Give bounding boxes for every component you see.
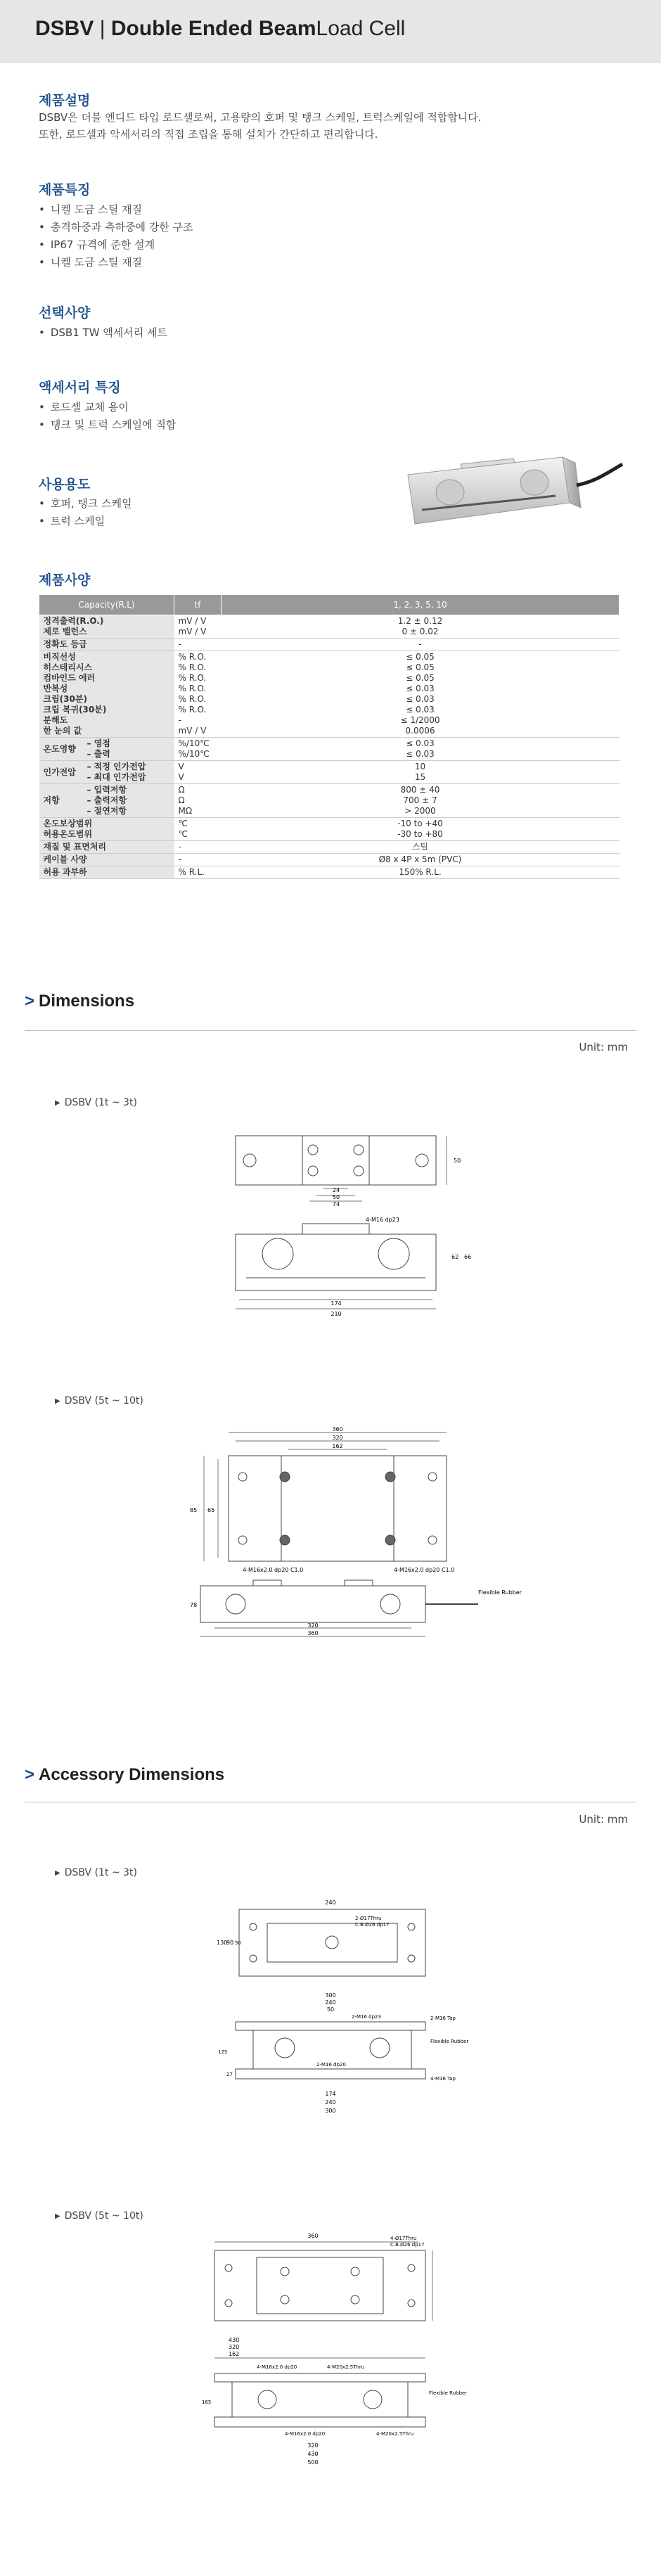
dim-label: 2-M16 Tap <box>430 2016 456 2021</box>
spec-unit: % R.O. % R.O. % R.O. % R.O. % R.O. % R.O. - mV / V <box>174 651 222 738</box>
dim-label: 4-M16x2.0 dp20 C1.0 <box>243 1567 304 1573</box>
dimensions-heading: > Dimensions <box>25 992 135 1011</box>
product-image <box>401 443 626 534</box>
spec-label: 정격출력(R.O.) 제로 밸런스 <box>39 615 174 639</box>
dim-label: 500 <box>307 2459 319 2466</box>
dimension-drawing-large <box>169 1424 534 1642</box>
accessory-features-heading: 액세서리 특징 <box>39 380 121 395</box>
accessory-heading-text: Accessory Dimensions <box>39 1765 225 1784</box>
spec-value: 800 ± 40 700 ± 7 > 2000 <box>222 784 620 818</box>
features-heading: 제품특징 <box>39 182 91 198</box>
dim-label: 50 <box>235 1940 241 1946</box>
dimension-drawing-small <box>225 1129 485 1329</box>
description-line: DSBV은 더블 엔디드 타입 로드셀로써, 고용량의 호퍼 및 탱크 스케일, 트럭스케일에 적합합니다. <box>39 111 482 124</box>
dim-label: 4-M16x2.0 dp20 <box>285 2431 326 2437</box>
dim-label: 27 <box>226 2072 233 2077</box>
dim-label: 50 <box>326 2006 335 2013</box>
dim-label: 240 <box>325 2099 336 2106</box>
spec-value: 10 15 <box>222 761 620 784</box>
spec-row <box>39 818 620 841</box>
spec-row <box>39 615 620 639</box>
product-type-suffix: Load Cell <box>316 17 406 40</box>
spec-label-sub: – 적정 인가전압 – 최대 인가전압 <box>86 762 146 782</box>
description-heading: 제품설명 <box>39 93 91 108</box>
spec-label-sub: – 입력저항 – 출력저항 – 절연저항 <box>86 785 127 816</box>
dim-label: 125 <box>218 2049 228 2055</box>
dim-label: 360 <box>307 1630 319 1636</box>
dim-label: 210 <box>330 1311 342 1317</box>
spec-row <box>39 761 620 784</box>
spec-unit: mV / V mV / V <box>174 615 222 639</box>
spec-value: ≤ 0.05 ≤ 0.05 ≤ 0.05 ≤ 0.03 ≤ 0.03 ≤ 0.03 ≤ 1/2000 0.0006 <box>222 651 620 738</box>
dim-label: 360 <box>307 2233 319 2239</box>
spec-unit: - <box>174 854 222 866</box>
list-item: • 니켈 도금 스틸 재질 <box>39 201 193 219</box>
spec-unit: V V <box>174 761 222 784</box>
spec-row <box>39 639 620 651</box>
list-item: • DSB1 TW 액세서리 세트 <box>39 324 167 342</box>
spec-row <box>39 784 620 818</box>
description-line: 또한, 로드셀과 악세서리의 직접 조립을 통해 설치가 간단하고 편리합니다. <box>39 128 378 141</box>
spec-value: -10 to +40 -30 to +80 <box>222 818 620 841</box>
dim-label: 360 <box>332 1426 343 1433</box>
list-item: • 니켈 도금 스틸 재질 <box>39 254 193 271</box>
spec-label: 허용 과부하 <box>39 866 174 879</box>
accessory-drawing-small <box>204 1892 485 2152</box>
model-name: DSBV <box>35 17 94 40</box>
dim-label: 50 <box>454 1158 461 1164</box>
spec-value: ≤ 0.03 ≤ 0.03 <box>222 738 620 761</box>
spec-label-main: 저항 <box>43 795 60 805</box>
dimensions-heading-text: Dimensions <box>39 992 135 1011</box>
spec-row <box>39 866 620 879</box>
title-separator: | <box>94 17 111 40</box>
spec-value: Ø8 x 4P x 5m (PVC) <box>222 854 620 866</box>
options-list <box>39 324 167 342</box>
spec-heading: 제품사양 <box>39 572 91 588</box>
accessory-features-list <box>39 399 176 434</box>
dim-label: 320 <box>332 1435 343 1441</box>
features-list <box>39 201 193 271</box>
page-title <box>35 17 405 41</box>
applications-heading: 사용용도 <box>39 477 91 492</box>
dim-label: 430 <box>229 2337 240 2343</box>
product-type: Double Ended Beam <box>110 17 316 40</box>
spec-label: 정확도 등급 <box>39 639 174 651</box>
dim-label: 4-M20x2.5Thru <box>327 2364 365 2370</box>
dim-label: 300 <box>325 1992 336 1999</box>
list-item: • 충격하중과 측하중에 강한 구조 <box>39 219 193 236</box>
dim-label: 240 <box>325 1999 336 2006</box>
spec-label <box>39 784 174 818</box>
unit-label: Unit: mm <box>579 1813 628 1826</box>
spec-unit: - <box>174 639 222 651</box>
dim-label: 4-M20x2.5Thru <box>376 2431 414 2437</box>
dim-label: 4-Ø17Thru <box>390 2236 417 2241</box>
description-text <box>39 109 482 143</box>
dim-label: 74 <box>332 1201 340 1207</box>
dim-label: 4-M16 Tap <box>430 2076 456 2082</box>
dim-label: 4-M16x2.0 dp20 C1.0 <box>394 1567 455 1573</box>
spec-label: 재질 및 표면처리 <box>39 841 174 854</box>
list-item: • 로드셀 교체 용이 <box>39 399 176 416</box>
spec-body <box>39 615 620 879</box>
spec-label-main: 온도영향 <box>43 743 76 754</box>
dim-label: 4-M16x2.0 dp20 <box>257 2364 297 2370</box>
spec-row <box>39 841 620 854</box>
spec-value: 스틸 <box>222 841 620 854</box>
dim-label: 174 <box>325 2091 336 2097</box>
spec-label: 온도보상범위 허용온도범위 <box>39 818 174 841</box>
dim-label: C.B.Ø26 dp17 <box>390 2242 425 2248</box>
accessory-heading: > Accessory Dimensions <box>25 1765 225 1784</box>
spec-unit: ℃ ℃ <box>174 818 222 841</box>
spec-label-main: 인가전압 <box>43 767 76 777</box>
spec-header-unit: tf <box>174 595 222 615</box>
options-heading: 선택사양 <box>39 305 91 321</box>
dim-label: Flexible Rubber <box>478 1589 522 1596</box>
dim-label: 240 <box>325 1899 336 1906</box>
spec-unit: Ω Ω MΩ <box>174 784 222 818</box>
dim-label: 78 <box>190 1602 198 1608</box>
model-range-label: ▶ DSBV (5t ~ 10t) <box>55 2210 143 2222</box>
dim-label: 162 <box>229 2351 240 2357</box>
model-range-label: ▶ DSBV (1t ~ 3t) <box>55 1867 137 1878</box>
spec-value: - <box>222 639 620 651</box>
list-item: • 탱크 및 트럭 스케일에 적합 <box>39 416 176 434</box>
dim-label: 62 <box>451 1254 459 1260</box>
dim-label: 2-Ø17Thru <box>355 1916 382 1921</box>
dim-label: 300 <box>325 2108 336 2114</box>
model-range-label: ▶ DSBV (5t ~ 10t) <box>55 1395 143 1406</box>
spec-label: 비직선성 히스테리시스 컴바인드 에러 반복성 크립(30분) 크립 복귀(30분) 분해도 한 눈의 값 <box>39 651 174 738</box>
dim-label: 65 <box>207 1507 215 1513</box>
dim-label: 85 <box>190 1507 198 1513</box>
dim-label: 4-M16 dp23 <box>366 1217 399 1223</box>
dim-label: 430 <box>307 2451 319 2457</box>
dim-label: 66 <box>464 1254 472 1260</box>
spec-unit: - <box>174 841 222 854</box>
spec-unit: %/10℃ %/10℃ <box>174 738 222 761</box>
applications-list <box>39 495 132 530</box>
spec-unit: % R.L. <box>174 866 222 879</box>
dim-label: 162 <box>332 1443 343 1449</box>
dim-label: C.B.Ø26 dp17 <box>355 1922 390 1928</box>
dim-label: 174 <box>330 1300 342 1307</box>
dim-label: 165 <box>202 2399 212 2405</box>
title-bar <box>0 0 661 63</box>
list-item: • IP67 규격에 준한 설계 <box>39 236 193 254</box>
list-item: • 트럭 스케일 <box>39 513 132 530</box>
dim-label: 130 <box>217 1940 228 1946</box>
dim-label: 90 <box>226 1940 234 1946</box>
divider <box>25 1030 636 1031</box>
spec-value: 1.2 ± 0.12 0 ± 0.02 <box>222 615 620 639</box>
dim-label: Flexible Rubber <box>429 2390 468 2396</box>
model-range-label: ▶ DSBV (1t ~ 3t) <box>55 1097 137 1108</box>
spec-header-capacity: Capacity(R.L) <box>39 595 174 615</box>
dim-label: Flexible Rubber <box>430 2039 469 2044</box>
list-item: • 호퍼, 탱크 스케일 <box>39 495 132 513</box>
unit-label: Unit: mm <box>579 1041 628 1053</box>
dim-label: 2-M16 dp23 <box>352 2014 381 2020</box>
dim-label: 320 <box>307 2442 319 2449</box>
accessory-drawing-large <box>200 2229 496 2482</box>
spec-label <box>39 761 174 784</box>
spec-row <box>39 651 620 738</box>
spec-value: 150% R.L. <box>222 866 620 879</box>
spec-label-sub: – 영점 – 출력 <box>86 738 110 759</box>
dim-label: 2-M16 dp20 <box>316 2062 346 2068</box>
dim-label: 320 <box>229 2344 240 2350</box>
spec-table <box>39 594 620 879</box>
spec-row <box>39 738 620 761</box>
dim-label: 24 <box>332 1187 340 1193</box>
spec-header-values: 1, 2, 3, 5, 10 <box>222 595 620 615</box>
dim-label: 50 <box>332 1194 340 1200</box>
spec-label <box>39 738 174 761</box>
spec-label: 케이블 사양 <box>39 854 174 866</box>
spec-row <box>39 854 620 866</box>
dim-label: 320 <box>307 1622 319 1629</box>
